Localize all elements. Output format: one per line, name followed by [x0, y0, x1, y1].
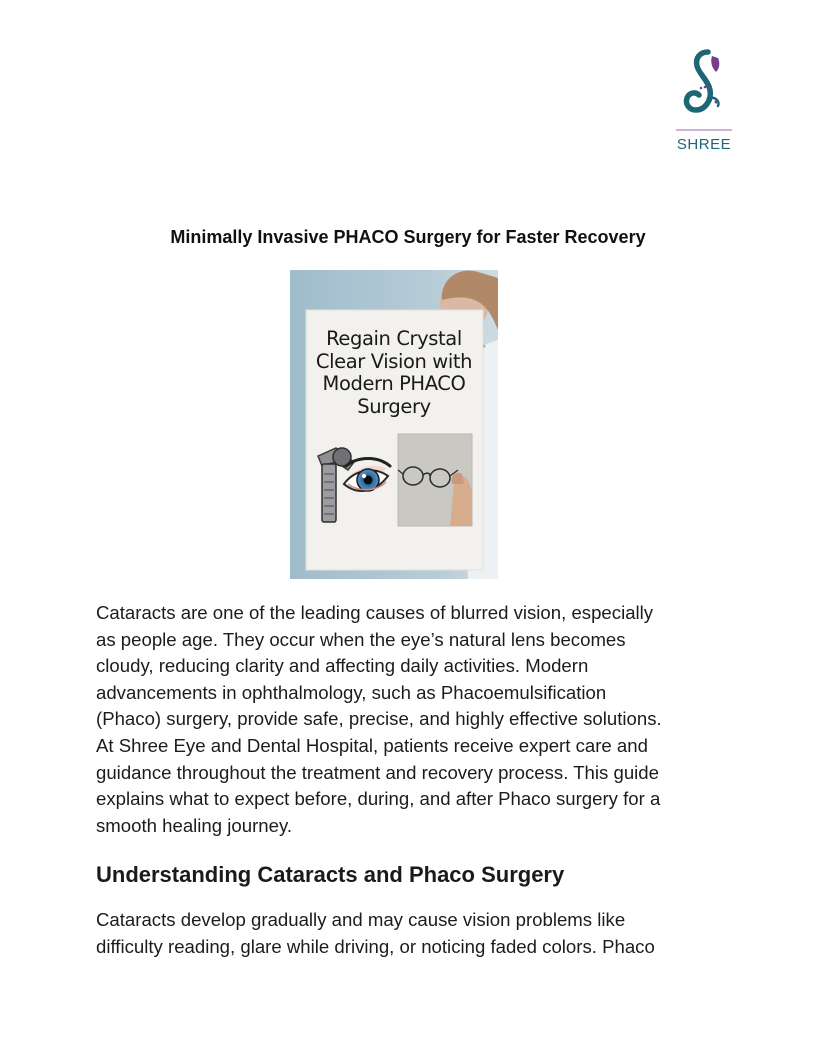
hero-image: [290, 270, 498, 579]
card-heading: Regain Crystal Clear Vision with Modern PHACO Surgery: [315, 327, 473, 418]
paragraph-line: (Phaco) surgery, provide safe, precise, and highly effective solutions.: [96, 708, 662, 730]
paragraph-line: smooth healing journey.: [96, 814, 293, 836]
hero-illustration: [290, 270, 498, 579]
section-heading: Understanding Cataracts and Phaco Surgery: [96, 862, 565, 887]
paragraph-line: cloudy, reducing clarity and affecting daily activities. Modern: [96, 655, 589, 677]
paragraph-line: At Shree Eye and Dental Hospital, patients receive expert care and: [96, 734, 648, 756]
paragraph-line: explains what to expect before, during, and after Phaco surgery for a: [96, 788, 661, 810]
paragraph-line: Cataracts are one of the leading causes of blurred vision, especially: [96, 602, 654, 623]
paragraph-line: guidance throughout the treatment and recovery process. This guide: [96, 761, 659, 783]
hospital-logo: [672, 44, 736, 160]
paragraph-line: Cataracts develop gradually and may cause vision problems like: [96, 909, 626, 930]
paragraph-line: difficulty reading, glare while driving, or noticing faded colors. Phaco: [96, 935, 655, 957]
section-paragraph: [96, 907, 726, 960]
document-title: Minimally Invasive PHACO Surgery for Faster Recovery: [170, 227, 646, 247]
paragraph-line: advancements in ophthalmology, such as Phacoemulsification: [96, 681, 607, 703]
paragraph-line: as people age. They occur when the eye’s natural lens becomes: [96, 628, 626, 650]
eyeglasses-photo: [398, 434, 472, 526]
logo-wordmark: SHREE: [676, 136, 732, 153]
intro-paragraph: [96, 600, 726, 839]
s-swan-logo-icon: [672, 44, 736, 134]
